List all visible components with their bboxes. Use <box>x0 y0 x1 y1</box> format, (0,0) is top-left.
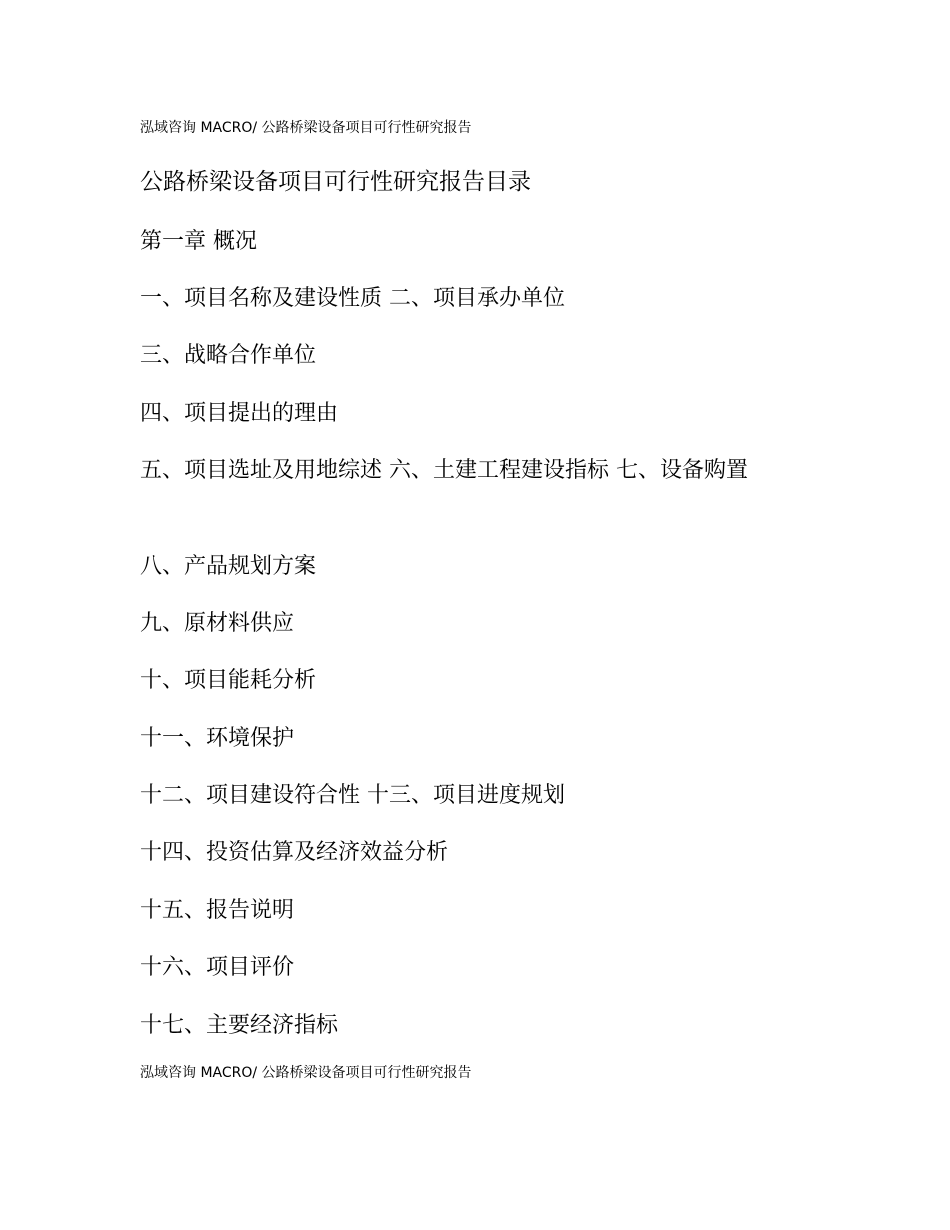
toc-line-3: 三、战略合作单位 <box>140 343 317 368</box>
running-header: 泓域咨询 MACRO/ 公路桥梁设备项目可行性研究报告 <box>140 120 472 136</box>
running-footer: 泓域咨询 MACRO/ 公路桥梁设备项目可行性研究报告 <box>140 1065 472 1081</box>
toc-line-12-13: 十二、项目建设符合性 十三、项目进度规划 <box>140 783 565 808</box>
toc-line-11: 十一、环境保护 <box>140 726 295 751</box>
toc-line-chapter-1: 第一章 概况 <box>140 229 257 254</box>
toc-line-17: 十七、主要经济指标 <box>140 1013 339 1038</box>
toc-line-1-2: 一、项目名称及建设性质 二、项目承办单位 <box>140 286 565 311</box>
toc-line-16: 十六、项目评价 <box>140 955 295 980</box>
toc-line-15: 十五、报告说明 <box>140 898 295 923</box>
toc-title: 公路桥梁设备项目可行性研究报告目录 <box>140 169 531 195</box>
toc-line-8: 八、产品规划方案 <box>140 554 317 579</box>
toc-line-10: 十、项目能耗分析 <box>140 668 317 693</box>
toc-line-5-6-7: 五、项目选址及用地综述 六、土建工程建设指标 七、设备购置 <box>140 458 748 483</box>
toc-line-4: 四、项目提出的理由 <box>140 401 339 426</box>
toc-line-14: 十四、投资估算及经济效益分析 <box>140 840 449 865</box>
toc-line-9: 九、原材料供应 <box>140 611 295 636</box>
